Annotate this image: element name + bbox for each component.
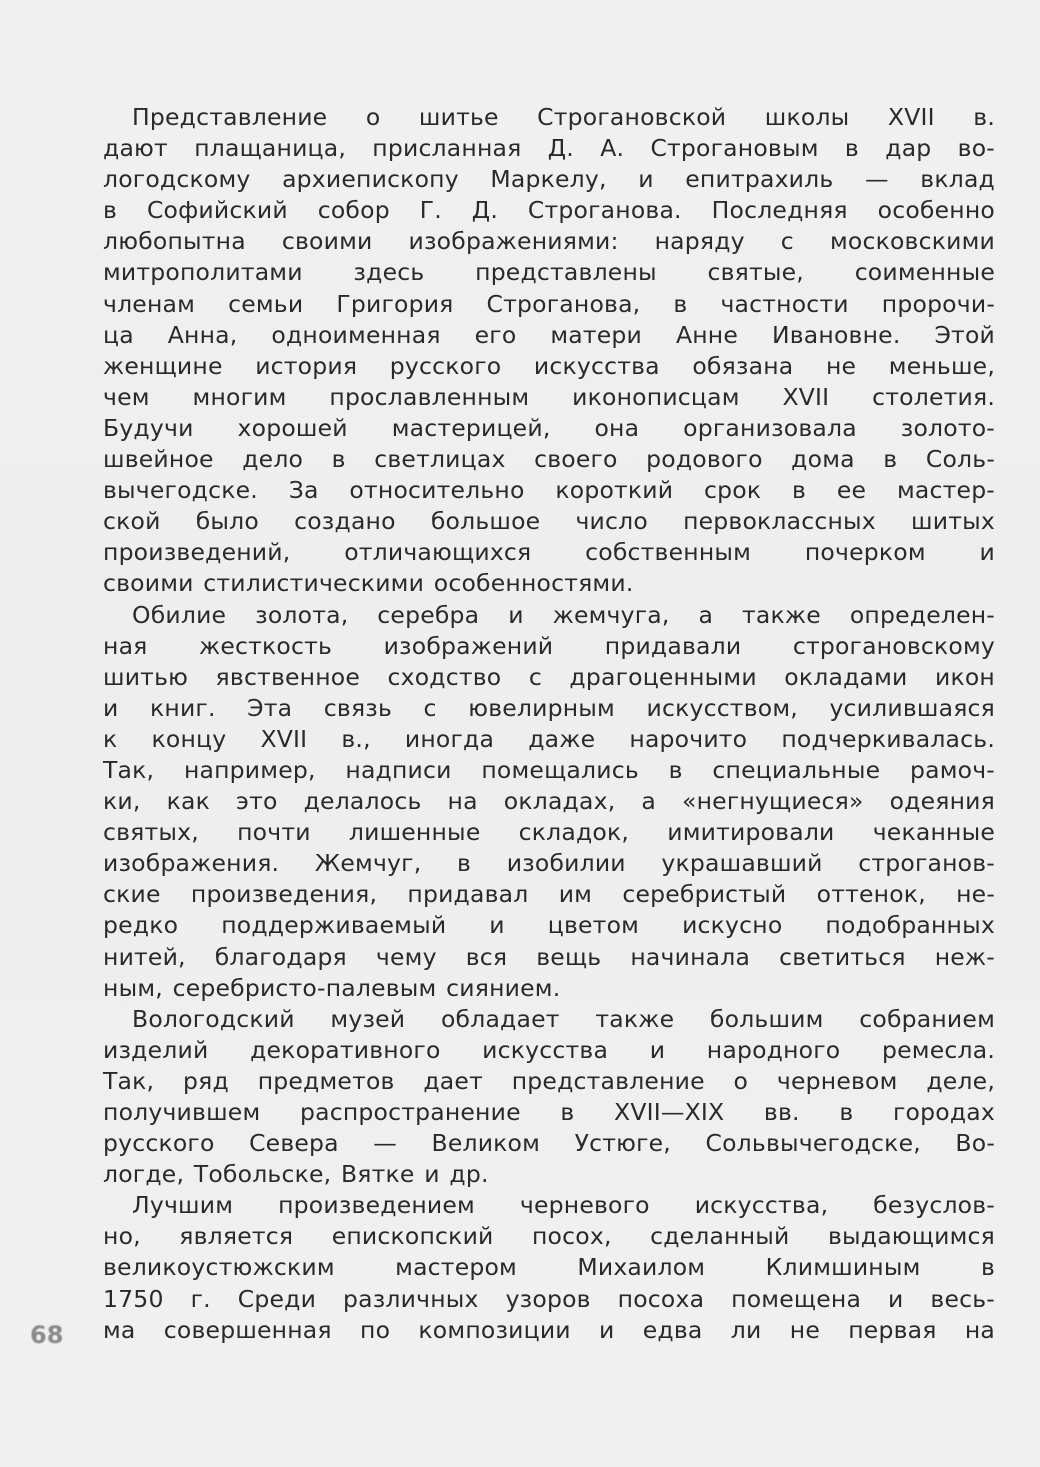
- text-line: великоустюжским мастером Михаилом Климшиным в: [103, 1253, 995, 1282]
- text-line: изделий декоративного искусства и народного ремесла.: [103, 1035, 995, 1064]
- paragraph-3: [103, 1004, 995, 1191]
- text-line: Представление о шитье Строгановской школы XVII в.: [132, 103, 995, 131]
- text-line: Будучи хорошей мастерицей, она организовала золото-: [103, 413, 995, 442]
- text-line: ской было создано большое число первоклассных шитых: [103, 507, 995, 536]
- text-line: своими стилистическими особенностями.: [103, 569, 634, 598]
- text-line: ки, как это делалось на окладах, а «негнущиеся» одеяния: [103, 787, 995, 816]
- body-text: [103, 102, 995, 1346]
- paragraph-4: [103, 1190, 995, 1345]
- text-line: логодскому архиепископу Маркелу, и епитрахиль — вклад: [103, 165, 995, 194]
- text-line: митрополитами здесь представлены святые, соименные: [103, 258, 995, 287]
- text-line: Обилие золота, серебра и жемчуга, а также определен-: [132, 600, 995, 629]
- text-line: 1750 г. Среди различных узоров посоха помещена и весь-: [103, 1284, 995, 1313]
- text-line: ские произведения, придавал им серебристый оттенок, не-: [103, 880, 995, 909]
- text-line: чем многим прославленным иконописцам XVII столетия.: [103, 382, 995, 411]
- text-line: Так, например, надписи помещались в специальные рамоч-: [103, 755, 995, 784]
- text-line: ным, серебристо-палевым сиянием.: [103, 973, 561, 1002]
- text-line: к концу XVII в., иногда даже нарочито подчеркивалась.: [103, 724, 995, 753]
- text-line: женщине история русского искусства обязана не меньше,: [103, 351, 995, 380]
- text-line: ма совершенная по композиции и едва ли не первая на: [103, 1315, 995, 1344]
- text-line: нитей, благодаря чему вся вещь начинала светиться неж-: [103, 942, 995, 971]
- text-line: но, является епископский посох, сделанный выдающимся: [103, 1222, 995, 1251]
- text-line: Вологодский музей обладает также большим собранием: [132, 1004, 995, 1033]
- text-line: получившем распространение в XVII—XIX вв. в городах: [103, 1098, 995, 1126]
- text-line: любопытна своими изображениями: наряду с московскими: [103, 227, 995, 256]
- text-line: членам семьи Григория Строганова, в частности пророчи-: [103, 289, 995, 318]
- text-line: ца Анна, одноименная его матери Анне Ивановне. Этой: [103, 320, 995, 349]
- text-line: Лучшим произведением черневого искусства, безуслов-: [132, 1191, 995, 1220]
- text-line: шитью явственное сходство с драгоценными окладами икон: [103, 662, 995, 691]
- paragraph-2: [103, 600, 995, 1004]
- text-line: логде, Тобольске, Вятке и др.: [103, 1160, 489, 1189]
- text-line: святых, почти лишенные складок, имитировали чеканные: [103, 818, 995, 847]
- text-line: редко поддерживаемый и цветом искусно подобранных: [103, 911, 995, 940]
- text-line: Так, ряд предметов дает представление о черневом деле,: [103, 1066, 995, 1095]
- page-number: 68: [30, 1321, 64, 1349]
- text-line: вычегодске. За относительно короткий срок в ее мастер-: [103, 476, 995, 505]
- text-line: швейное дело в светлицах своего родового дома в Соль-: [103, 445, 995, 474]
- text-line: произведений, отличающихся собственным почерком и: [103, 538, 995, 567]
- text-line: русского Севера — Великом Устюге, Сольвычегодске, Во-: [103, 1129, 995, 1158]
- text-line: в Софийский собор Г. Д. Строганова. Последняя особенно: [103, 196, 995, 225]
- text-line: и книг. Эта связь с ювелирным искусством, усилившаяся: [103, 693, 995, 722]
- text-line: дают плащаница, присланная Д. А. Строгановым в дар во-: [103, 134, 995, 163]
- text-line: изображения. Жемчуг, в изобилии украшавший строганов-: [103, 849, 995, 878]
- text-line: ная жесткость изображений придавали строгановскому: [103, 631, 995, 660]
- paragraph-1: [103, 102, 995, 600]
